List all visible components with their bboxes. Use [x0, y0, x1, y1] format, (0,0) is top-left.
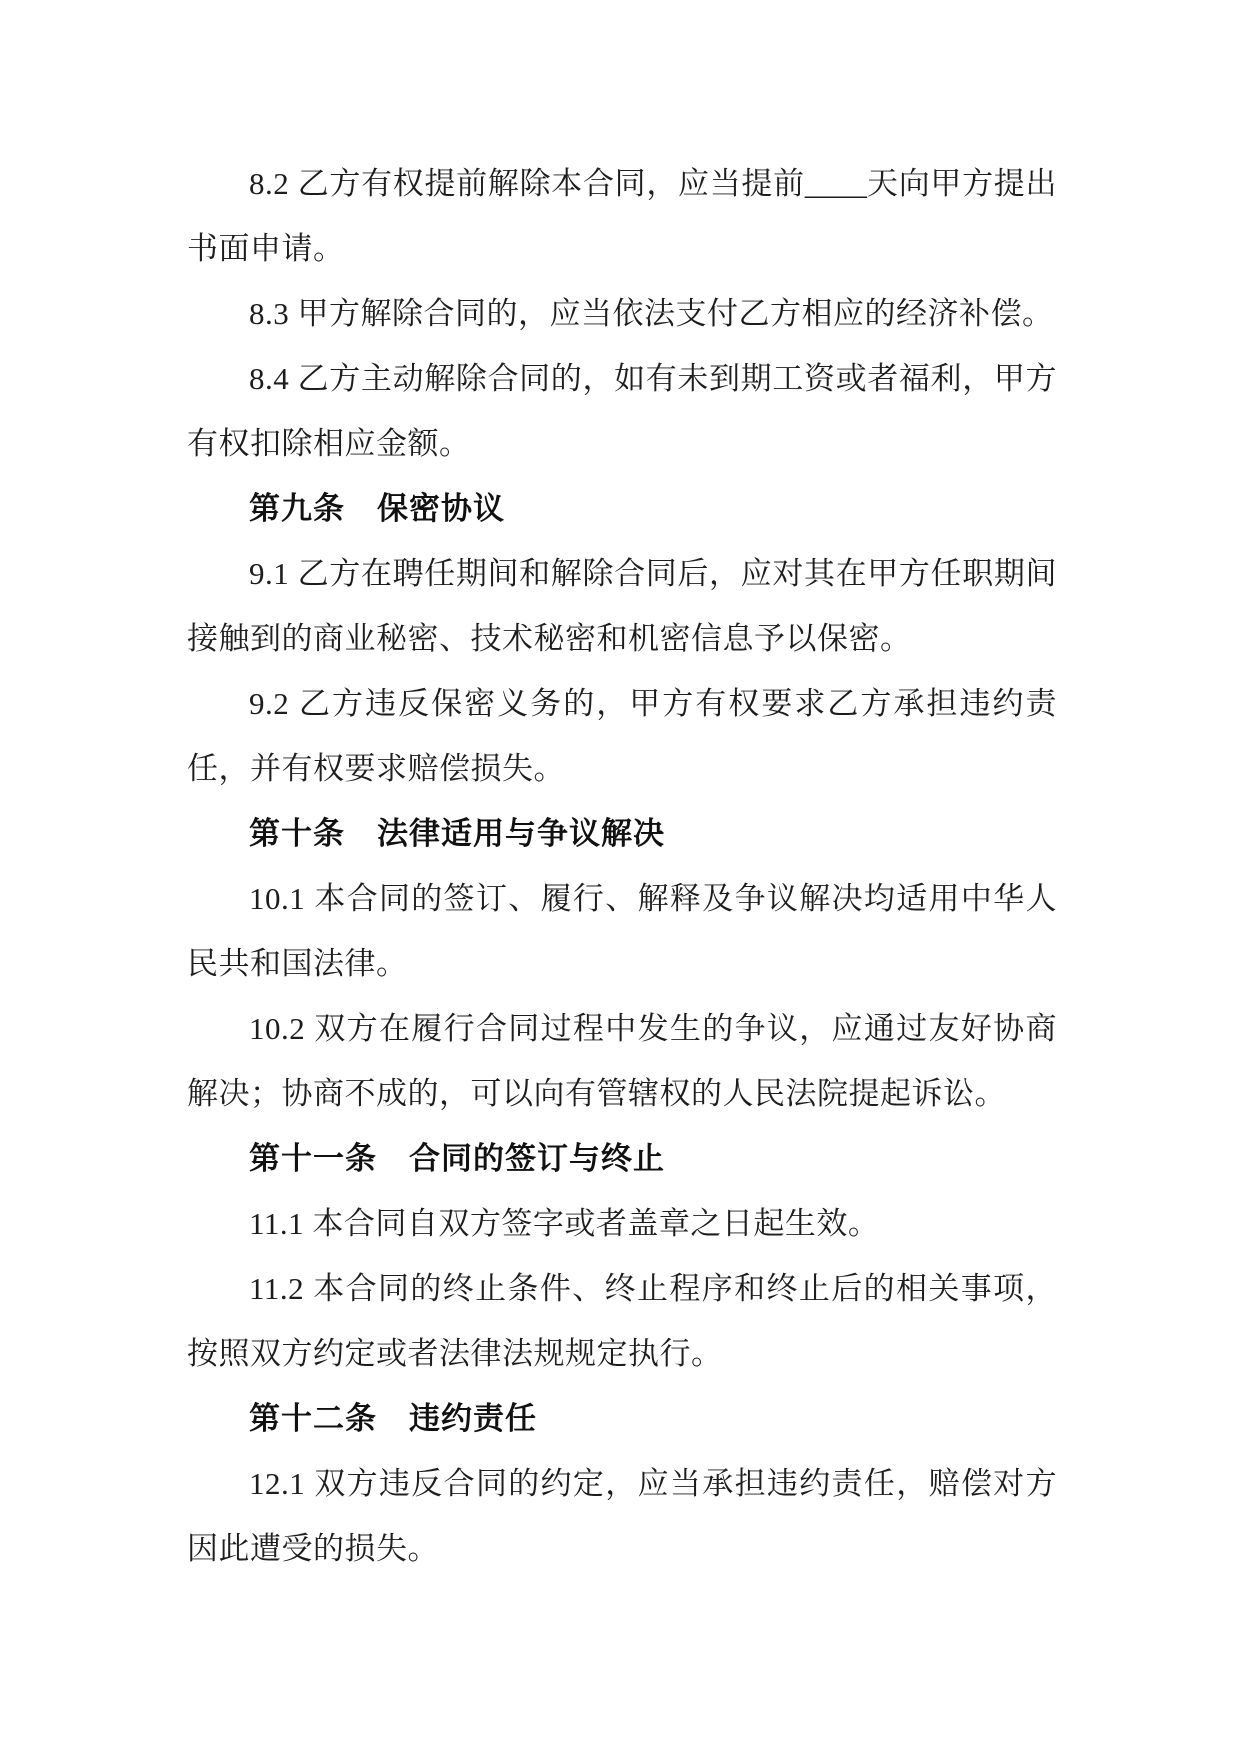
article-9-heading: 第九条 保密协议 — [249, 491, 505, 526]
clause-8-3: 8.3 甲方解除合同的，应当依法支付乙方相应的经济补偿。 — [249, 296, 1054, 331]
article-10-heading: 第十条 法律适用与争议解决 — [249, 816, 665, 851]
clause-10-2: 10.2 双方在履行合同过程中发生的争议，应通过友好协商解决；协商不成的，可以向有管辖权的人民法院提起诉讼。 — [187, 1011, 1057, 1111]
clause-8-2-text-before: 8.2 乙方有权提前解除本合同，应当提前 — [249, 166, 805, 201]
clause-9-2: 9.2 乙方违反保密义务的，甲方有权要求乙方承担违约责任，并有权要求赔偿损失。 — [187, 686, 1057, 786]
article-12-heading: 第十二条 违约责任 — [249, 1401, 537, 1436]
contract-body — [187, 151, 1057, 1581]
clause-8-2 — [187, 151, 1057, 281]
clause-8-4: 8.4 乙方主动解除合同的，如有未到期工资或者福利，甲方有权扣除相应金额。 — [187, 361, 1057, 461]
clause-9-1: 9.1 乙方在聘任期间和解除合同后，应对其在甲方任职期间接触到的商业秘密、技术秘密和机密信息予以保密。 — [187, 556, 1057, 656]
clause-12-1: 12.1 双方违反合同的约定，应当承担违约责任，赔偿对方因此遭受的损失。 — [187, 1466, 1057, 1566]
clause-11-1: 11.1 本合同自双方签字或者盖章之日起生效。 — [249, 1206, 880, 1241]
clause-8-2-text-after: 天向甲方提出书面申请。 — [187, 166, 1058, 266]
fill-in-blank-days: ____ — [804, 166, 867, 201]
article-11-heading: 第十一条 合同的签订与终止 — [249, 1141, 665, 1176]
clause-10-1: 10.1 本合同的签订、履行、解释及争议解决均适用中华人民共和国法律。 — [187, 881, 1057, 981]
clause-11-2: 11.2 本合同的终止条件、终止程序和终止后的相关事项，按照双方约定或者法律法规规定执行。 — [187, 1271, 1057, 1371]
